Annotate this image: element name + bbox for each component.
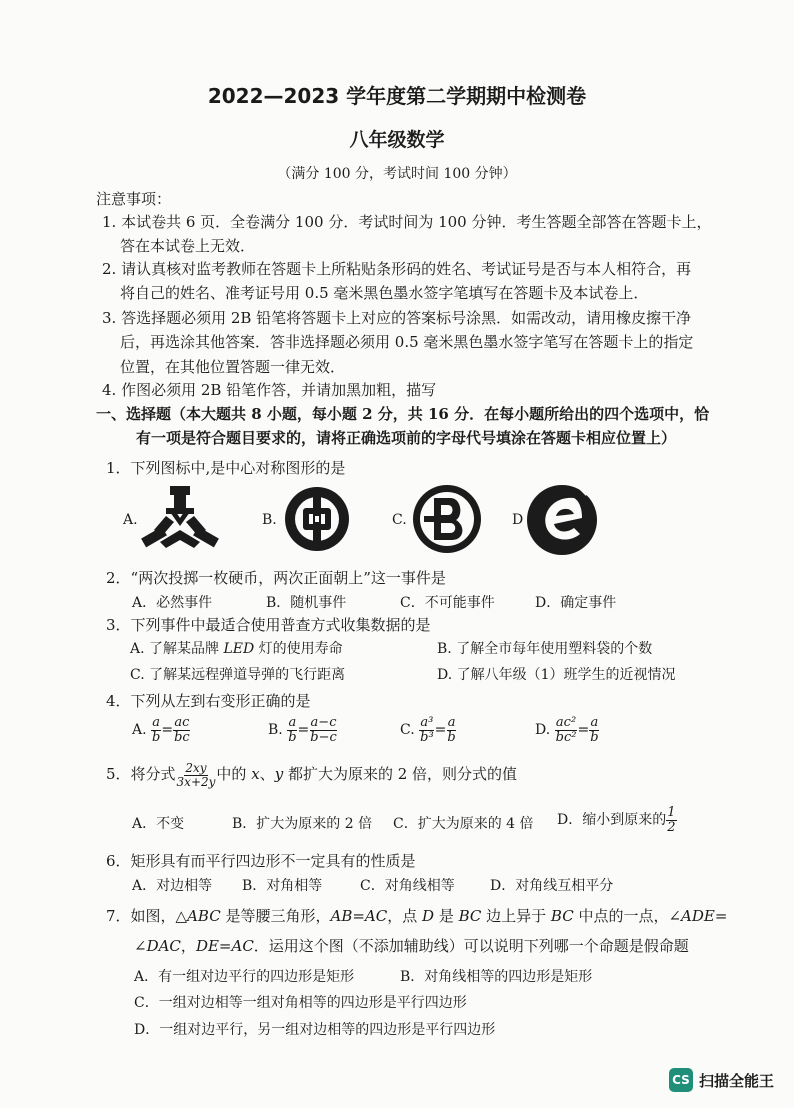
q4-a-right-fraction: $\frac{ac}{bc}$: [174, 715, 190, 745]
letter-b-logo-icon: [410, 482, 484, 556]
q1-stem: 1．下列图标中,是中心对称图形的是: [106, 459, 346, 477]
q5-option-d: D．缩小到原来的 $\frac{1}{2}$: [557, 805, 676, 835]
q1-option-c-label: C.: [392, 512, 407, 528]
q2-option-d: D．确定事件: [535, 595, 617, 611]
bank-coin-logo-icon: [282, 484, 352, 554]
note-1-line-1: 1. 本试卷共 6 页．全卷满分 100 分．考试时间为 100 分钟．考生答题全部答在答题卡上，: [102, 213, 712, 231]
q2-option-b: B．随机事件: [266, 595, 347, 611]
note-2-line-2: 将自己的姓名、准考证号用 0.5 毫米黑色墨水签字笔填写在答题卡及本试卷上．: [120, 284, 649, 302]
q5-stem: 5．将分式 $\frac{2xy}{3x+2y}$ 中的 x、y 都扩大为原来的 2 倍，则分式的值: [106, 761, 518, 789]
q6-stem: 6．矩形具有而平行四边形不一定具有的性质是: [106, 852, 416, 870]
q4-d-left-fraction: $\frac{\text{ac²}}{\text{bc²}}$: [555, 715, 577, 745]
section-1-heading: 一、选择题（本大题共 8 小题，每小题 2 分，共 16 分．在每小题所给出的四个选项中，恰: [96, 405, 710, 423]
q6-option-c: C．对角线相等: [360, 878, 455, 894]
q7-option-d: D．一组对边平行，另一组对边相等的四边形是平行四边形: [134, 1022, 496, 1038]
q4-c-right-fraction: $\frac{a}{b}$: [447, 715, 456, 745]
q1-option-b-label: B.: [262, 512, 277, 528]
q3-option-c: C. 了解某远程弹道导弹的飞行距离: [130, 667, 346, 683]
note-4: 4. 作图必须用 2B 铅笔作答，并请加黑加粗，描写: [102, 381, 437, 399]
q3-option-d: D. 了解八年级（1）班学生的近视情况: [437, 667, 676, 683]
note-3-line-3: 位置，在其他位置答题一律无效．: [120, 358, 346, 376]
q2-option-a: A．必然事件: [132, 595, 213, 611]
q4-c-left-fraction: $\frac{\text{a³}}{\text{b³}}$: [420, 715, 434, 745]
q4-stem: 4．下列从左到右变形正确的是: [106, 692, 311, 710]
q4-b-left-fraction: $\frac{a}{b}$: [288, 715, 297, 745]
q3-option-a: A. 了解某品牌 LED 灯的使用寿命: [130, 641, 343, 657]
q5-option-b: B．扩大为原来的 2 倍: [232, 816, 373, 832]
q1-logo-c: [410, 482, 484, 560]
q5-option-a: A．不变: [132, 816, 185, 832]
q4-b-right-fraction: $\frac{a-c}{b-c}$: [310, 715, 337, 745]
q1-option-a-label: A.: [123, 512, 138, 528]
q3-option-b: B. 了解全市每年使用塑料袋的个数: [437, 641, 653, 657]
q7-stem-line-1: 7．如图，△ABC 是等腰三角形，AB=AC，点 D 是 BC 边上异于 BC 中点的一点，∠ADE=: [106, 907, 728, 925]
q5-d-fraction: $\frac{1}{2}$: [667, 805, 676, 835]
scanner-watermark: [669, 1068, 774, 1092]
notes-heading: 注意事项：: [96, 190, 172, 208]
q1-logo-a: [140, 484, 220, 564]
q1-option-d-label: D: [512, 512, 524, 528]
scanner-brand: 扫描全能王: [698, 1071, 774, 1090]
note-3-line-2: 后，再选涂其他答案．答非选择题必须用 0.5 毫米黑色墨水签字笔写在答题卡上的指定: [120, 333, 694, 351]
q6-option-d: D．对角线互相平分: [490, 878, 614, 894]
e-swirl-logo-icon: [524, 482, 602, 558]
three-arm-logo-icon: [140, 484, 220, 560]
q4-a-left-fraction: $\frac{a}{b}$: [152, 715, 161, 745]
q2-option-c: C．不可能事件: [400, 595, 495, 611]
note-3-line-1: 3. 答选择题必须用 2B 铅笔将答题卡上对应的答案标号涂黑．如需改动，请用橡皮擦干净: [102, 309, 692, 327]
note-1-line-2: 答在本试卷上无效．: [120, 237, 256, 255]
q7-option-c: C．一组对边相等一组对角相等的四边形是平行四边形: [134, 995, 467, 1011]
q5-option-c: C．扩大为原来的 4 倍: [393, 816, 534, 832]
q1-logo-d: [524, 482, 602, 562]
q6-option-b: B．对角相等: [242, 878, 323, 894]
q7-stem-line-2: ∠DAC，DE=AC．运用这个图（不添加辅助线）可以说明下列哪一个命题是假命题: [134, 937, 689, 955]
exam-info: （满分 100 分，考试时间 100 分钟）: [277, 166, 517, 182]
q7-option-b: B．对角线相等的四边形是矩形: [400, 969, 593, 985]
note-2-line-1: 2. 请认真核对监考教师在答题卡上所粘贴条形码的姓名、考试证号是否与本人相符合，再: [102, 260, 692, 278]
q1-logo-b: [282, 484, 352, 558]
section-1-heading-cont: 有一项是符合题目要求的，请将正确选项前的字母代号填涂在答题卡相应位置上）: [136, 429, 677, 447]
q4-option-c: C. $\frac{\text{a³}}{\text{b³}}$ = $\frac{a}{b}$: [400, 715, 456, 745]
q4-option-b: B. $\frac{a}{b}$ = $\frac{a-c}{b-c}$: [268, 715, 337, 745]
q7-option-a: A．有一组对边平行的四边形是矩形: [134, 969, 355, 985]
q4-option-d: D. $\frac{\text{ac²}}{\text{bc²}}$ = $\frac{a}{b}$: [535, 715, 599, 745]
exam-title: 2022—2023 学年度第二学期期中检测卷: [207, 84, 587, 108]
q6-option-a: A．对边相等: [132, 878, 213, 894]
camscanner-icon: CS: [669, 1068, 693, 1092]
q4-option-a: A. $\frac{a}{b}$ = $\frac{ac}{bc}$: [132, 715, 190, 745]
q5-fraction: $\frac{2xy}{3x+2y}$: [176, 761, 216, 789]
exam-subject: 八年级数学: [349, 129, 445, 151]
q3-stem: 3．下列事件中最适合使用普查方式收集数据的是: [106, 616, 431, 634]
q4-d-right-fraction: $\frac{a}{b}$: [590, 715, 599, 745]
q2-stem: 2．“两次投掷一枚硬币，两次正面朝上”这一事件是: [106, 569, 446, 587]
